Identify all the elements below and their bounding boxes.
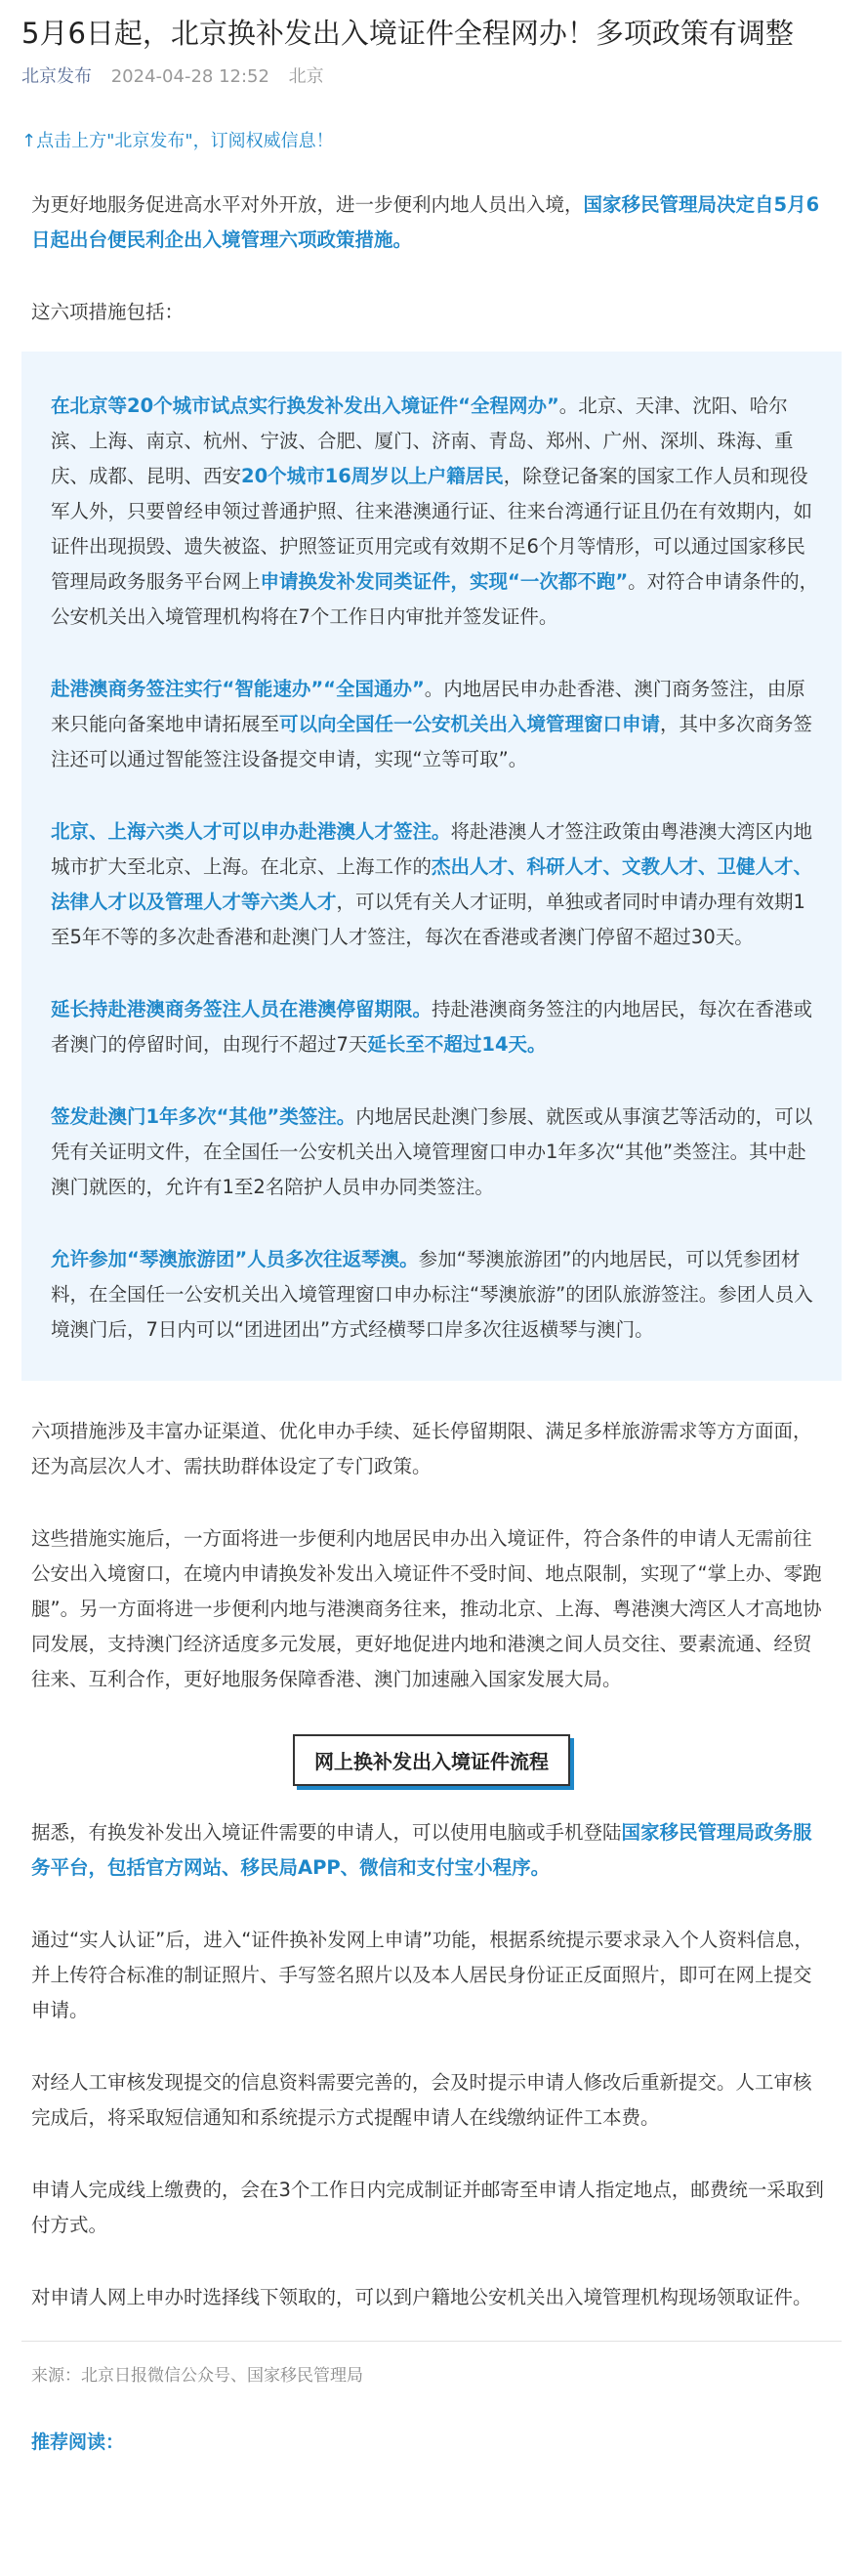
measure-5: 签发赴澳门1年多次“其他”类签注。内地居民赴澳门参展、就医或从事演艺等活动的，可以凭有关证明文件，在全国任一公安机关出入境管理窗口申办1年多次“其他”类签注。其中赴澳门就医的，允许有1至2名陪护人员申办同类签注。 [51, 1105, 813, 1198]
measures-box [21, 352, 842, 1381]
measure-1: 在北京等20个城市试点实行换发补发出入境证件“全程网办”。北京、天津、沈阳、哈尔滨、上海、南京、杭州、宁波、合肥、厦门、济南、青岛、郑州、广州、深圳、珠海、重庆、成都、昆明、西安20个城市16周岁以上户籍居民，除登记备案的国家工作人员和现役军人外，只要曾经申领过普通护照、往来港澳通行证、往来台湾通行证且仍在有效期内，如证件出现损毁、遗失被盗、护照签证页用完或有效期不足6个月等情形，可以通过国家移民管理局政务服务平台网上申请换发补发同类证件，实现“一次都不跑”。对符合申请条件的，公安机关出入境管理机构将在7个工作日内审批并签发证件。 [51, 395, 819, 628]
platform-highlight: 国家移民管理局政务服务平台，包括官方网站、移民局APP、微信和支付宝小程序。 [31, 1821, 812, 1879]
process-paragraph-2: 通过“实人认证”后，进入“证件换补发网上申请”功能，根据系统提示要求录入个人资料信息，并上传符合标准的制证照片、手写签名照片以及本人居民身份证正反面照片，即可在网上提交申请。 [31, 1929, 813, 2021]
measure-4: 延长持赴港澳商务签注人员在港澳停留期限。持赴港澳商务签注的内地居民，每次在香港或者澳门的停留时间，由现行不超过7天延长至不超过14天。 [51, 998, 813, 1056]
measure-2: 赴港澳商务签注实行“智能速办”“全国通办”。内地居民申办赴香港、澳门商务签注，由原来只能向备案地申请拓展至可以向全国任一公安机关出入境管理窗口申请，其中多次商务签注还可以通过智能签注设备提交申请，实现“立等可取”。 [51, 678, 813, 770]
measure-4-title: 延长持赴港澳商务签注人员在港澳停留期限。 [51, 998, 432, 1020]
process-paragraph-1: 据悉，有换发补发出入境证件需要的申请人，可以使用电脑或手机登陆国家移民管理局政务服务平台，包括官方网站、移民局APP、微信和支付宝小程序。 [31, 1821, 812, 1879]
intro-highlight: 国家移民管理局决定自5月6日起出台便民利企出入境管理六项政策措施。 [31, 193, 820, 251]
article-meta [21, 64, 842, 90]
divider [21, 2341, 842, 2342]
section-heading-wrap [21, 1734, 842, 1786]
measure-1-title: 在北京等20个城市试点实行换发补发出入境证件“全程网办” [51, 395, 559, 417]
measure-6-title: 允许参加“琴澳旅游团”人员多次往返琴澳。 [51, 1248, 419, 1270]
process-paragraph-3: 对经人工审核发现提交的信息资料需要完善的，会及时提示申请人修改后重新提交。人工审核完成后，将采取短信通知和系统提示方式提醒申请人在线缴纳证件工本费。 [31, 2071, 812, 2129]
subscribe-prompt: ↑点击上方"北京发布"，订阅权威信息！ [21, 131, 334, 151]
recommended-reading-label: 推荐阅读： [31, 2431, 125, 2453]
measure-3-title: 北京、上海六类人才可以申办赴港澳人才签注。 [51, 820, 451, 843]
publish-time: 2024-04-28 12:52 [110, 66, 269, 87]
source-note: 来源：北京日报微信公众号、国家移民管理局 [31, 2366, 363, 2386]
measure-6: 允许参加“琴澳旅游团”人员多次往返琴澳。参加“琴澳旅游团”的内地居民，可以凭参团材料，在全国任一公安机关出入境管理窗口申办标注“琴澳旅游”的团队旅游签注。参团人员入境澳门后，7日内可以“团进团出”方式经横琴口岸多次往返横琴与澳门。 [51, 1248, 813, 1341]
measure-3: 北京、上海六类人才可以申办赴港澳人才签注。将赴港澳人才签注政策由粤港澳大湾区内地城市扩大至北京、上海。在北京、上海工作的杰出人才、科研人才、文教人才、卫健人才、法律人才以及管理人才等六类人才，可以凭有关人才证明，单独或者同时申请办理有效期1至5年不等的多次赴香港和赴澳门人才签注，每次在香港或者澳门停留不超过30天。 [51, 820, 813, 948]
process-paragraph-5: 对申请人网上申办时选择线下领取的，可以到户籍地公安机关出入境管理机构现场领取证件。 [31, 2286, 812, 2308]
measure-2-title: 赴港澳商务签注实行“智能速办”“全国通办” [51, 678, 425, 700]
publish-location: 北京 [288, 66, 324, 87]
section-heading: 网上换补发出入境证件流程 [293, 1734, 570, 1786]
account-name-link[interactable]: 北京发布 [21, 66, 92, 87]
intro-paragraph [21, 187, 842, 258]
measures-lead: 这六项措施包括： [31, 301, 185, 323]
measure-5-title: 签发赴澳门1年多次“其他”类签注。 [51, 1105, 356, 1128]
process-paragraph-4: 申请人完成线上缴费的，会在3个工作日内完成制证并邮寄至申请人指定地点，邮费统一采取到付方式。 [31, 2179, 824, 2236]
summary-paragraph: 六项措施涉及丰富办证渠道、优化申办手续、延长停留期限、满足多样旅游需求等方方面面，还为高层次人才、需扶助群体设定了专门政策。 [31, 1420, 812, 1477]
intro-text: 为更好地服务促进高水平对外开放，进一步便利内地人员出入境， [31, 193, 584, 216]
impact-paragraph: 这些措施实施后，一方面将进一步便利内地居民申办出入境证件，符合条件的申请人无需前往公安出入境窗口，在境内申请换发补发出入境证件不受时间、地点限制，实现了“掌上办、零跑腿”。另一方面将进一步便利内地与港澳商务往来，推动北京、上海、粤港澳大湾区人才高地协同发展，支持澳门经济适度多元发展，更好地促进内地和港澳之间人员交往、要素流通、经贸往来、互利合作，更好地服务保障香港、澳门加速融入国家发展大局。 [31, 1527, 822, 1690]
article-title: 5月6日起，北京换补发出入境证件全程网办！多项政策有调整 [21, 17, 794, 50]
